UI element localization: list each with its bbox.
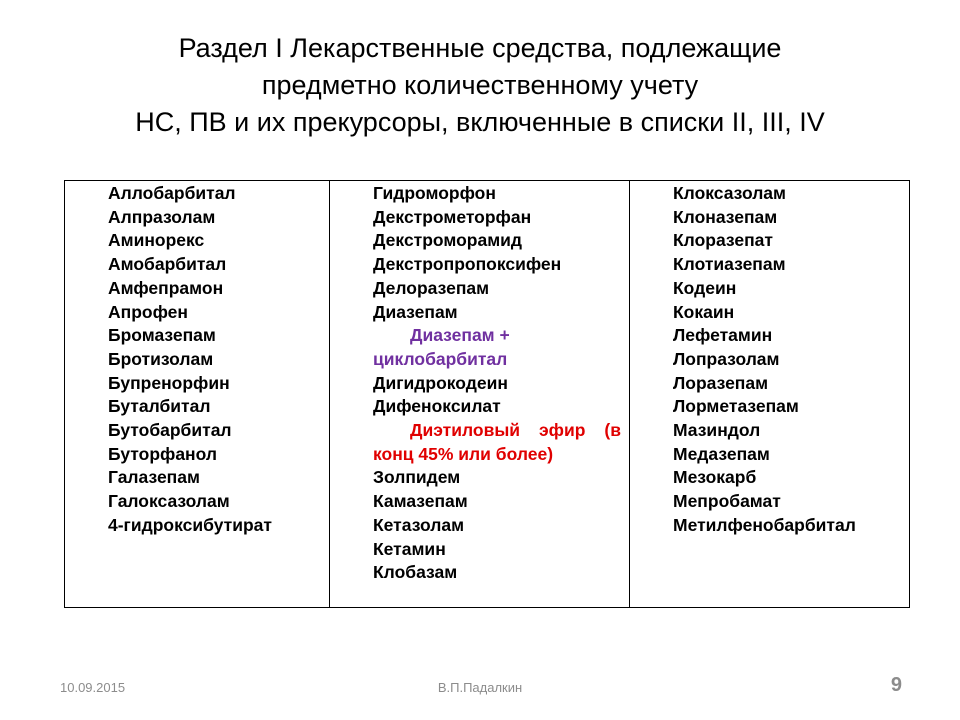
title-line-2: предметно количественному учету bbox=[261, 70, 699, 100]
footer-date: 10.09.2015 bbox=[60, 680, 126, 695]
footer-author: В.П.Падалкин bbox=[437, 680, 523, 695]
drug-column-1 bbox=[65, 181, 329, 607]
ether-line-2: конц 45% или более) bbox=[373, 443, 554, 464]
ether-word-1: Диэтиловый bbox=[410, 420, 521, 441]
title-line-3: НС, ПВ и их прекурсоры, включенные в списки II, III, IV bbox=[135, 107, 825, 137]
drug-item: Бротизолам bbox=[108, 348, 214, 369]
drug-item: Галоксазолам bbox=[108, 491, 230, 512]
drug-item: Мезокарб bbox=[673, 467, 757, 488]
drug-item: Амобарбитал bbox=[108, 254, 227, 275]
drug-item: Мазиндол bbox=[673, 420, 761, 441]
drug-item: Апрофен bbox=[108, 301, 188, 322]
drug-item: Дифеноксилат bbox=[373, 396, 501, 417]
drug-item: Клобазам bbox=[373, 562, 458, 583]
title-line-1: Раздел I Лекарственные средства, подлежащие bbox=[178, 33, 782, 63]
drug-item: Клоксазолам bbox=[673, 183, 786, 203]
drug-item: Кокаин bbox=[673, 301, 735, 322]
page-number: 9 bbox=[890, 674, 902, 696]
drug-item: Декстропропоксифен bbox=[373, 254, 562, 275]
drug-item: Кетазолам bbox=[373, 514, 465, 535]
drug-item-diazepam-combo bbox=[330, 324, 629, 371]
drug-table bbox=[64, 180, 910, 608]
drug-item: Камазепам bbox=[373, 491, 468, 512]
drug-item: Кетамин bbox=[373, 538, 446, 559]
drug-item: Мепробамат bbox=[673, 491, 781, 512]
drug-item-diazepam-combo-line1: Диазепам + bbox=[410, 325, 510, 346]
ether-word-2: эфир bbox=[539, 420, 586, 441]
drug-item: Дигидрокодеин bbox=[373, 372, 508, 393]
ether-word-3: (в bbox=[604, 420, 621, 441]
drug-item-diethyl-ether bbox=[330, 419, 629, 466]
slide-title bbox=[0, 30, 960, 141]
drug-item: Гидроморфон bbox=[373, 183, 496, 203]
drug-item: Галазепам bbox=[108, 467, 200, 488]
drug-item: Лорметазепам bbox=[673, 396, 799, 417]
drug-item: Бутобарбитал bbox=[108, 420, 232, 441]
drug-item: Клотиазепам bbox=[673, 254, 786, 275]
drug-item: Бромазепам bbox=[108, 325, 216, 346]
drug-item: Алпразолам bbox=[108, 206, 216, 227]
drug-item: Золпидем bbox=[373, 467, 461, 488]
drug-item: Декстрометорфан bbox=[373, 206, 532, 227]
drug-item: Лефетамин bbox=[673, 325, 773, 346]
drug-column-3 bbox=[629, 181, 909, 607]
drug-item: Буталбитал bbox=[108, 396, 211, 417]
drug-item: Бупренорфин bbox=[108, 372, 230, 393]
drug-item: Амфепрамон bbox=[108, 277, 224, 298]
drug-item: Клоразепат bbox=[673, 230, 773, 251]
drug-item: Декстроморамид bbox=[373, 230, 523, 251]
drug-item: Делоразепам bbox=[373, 277, 490, 298]
drug-item: Аминорекс bbox=[108, 230, 205, 251]
drug-item-diazepam-combo-line2: циклобарбитал bbox=[373, 348, 508, 369]
drug-item: Диазепам bbox=[373, 301, 458, 322]
drug-item: Метилфенобарбитал bbox=[673, 514, 856, 535]
drug-item: Медазепам bbox=[673, 443, 770, 464]
drug-item: Кодеин bbox=[673, 277, 737, 298]
drug-item: Лоразепам bbox=[673, 372, 769, 393]
drug-item: 4-гидроксибутират bbox=[108, 514, 272, 535]
drug-column-2 bbox=[329, 181, 629, 607]
drug-item: Клоназепам bbox=[673, 206, 778, 227]
drug-item: Аллобарбитал bbox=[108, 183, 236, 203]
drug-item: Буторфанол bbox=[108, 443, 217, 464]
drug-item: Лопразолам bbox=[673, 348, 780, 369]
